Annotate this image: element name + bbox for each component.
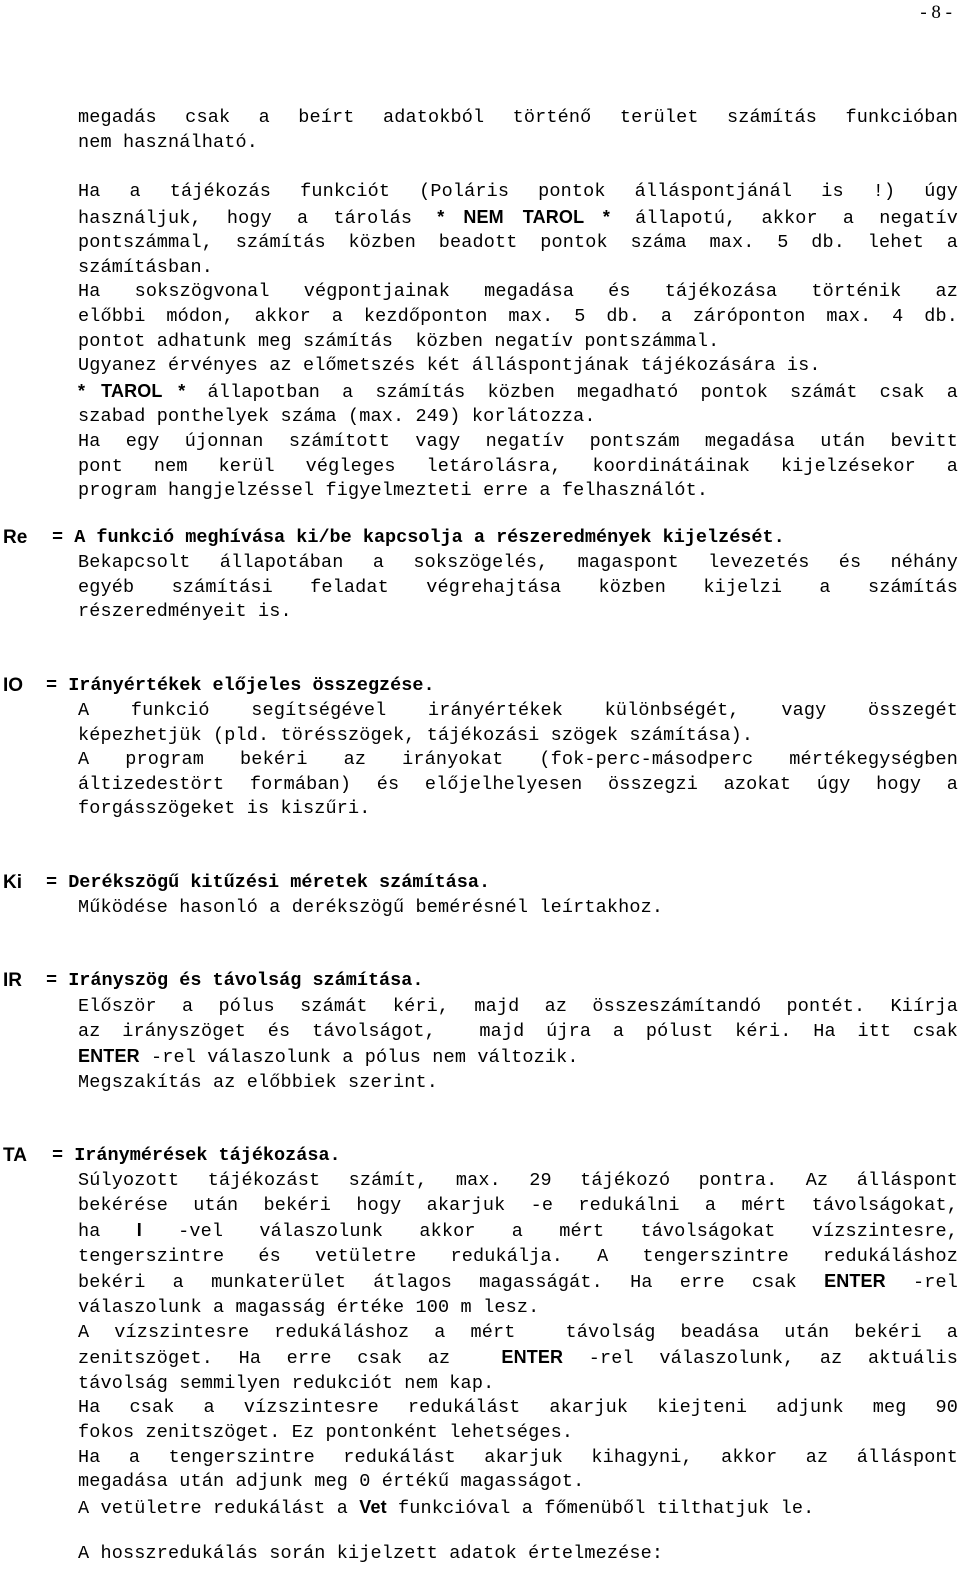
text-line: egyéb számítási feladat végrehajtása közben kijelzi a számítás [78, 576, 958, 598]
text-line: Ha csak a vízszintesre redukálást akarjuk kiejteni adjunk meg 90 [78, 1397, 958, 1419]
ta-heading: = Iránymérések tájékozása. [52, 1145, 341, 1166]
enter-keyword: ENTER [824, 1271, 886, 1292]
text-line: A vízszintesre redukáláshoz a mért távolság beadása után bekéri a [78, 1321, 958, 1343]
text-line [78, 205, 958, 232]
enter-keyword: ENTER [78, 1046, 140, 1067]
text-line: Megszakítás az előbbiek szerint. [78, 1071, 439, 1093]
text-line: Ha egy újonnan számított vagy negatív pontszám megadása után bevitt [78, 430, 958, 452]
text-line: nem használható. [78, 131, 259, 153]
io-description [78, 699, 958, 822]
text-line: képezhetjük (pld. törésszögek, tájékozási szögek számítása). [78, 724, 754, 746]
text-line [78, 379, 958, 406]
text-line: program hangjelzéssel figyelmezteti erre a felhasználót. [78, 480, 709, 502]
text-segment: funkcióval a főmenüből tilthatjuk le. [386, 1497, 815, 1519]
ki-description [78, 896, 958, 921]
re-description [78, 551, 958, 625]
io-heading: = Irányértékek előjeles összegzése. [46, 675, 435, 696]
text-line: Ha sokszögvonal végpontjainak megadása és tájékozása történik az [78, 281, 958, 303]
re-key-label: Re [3, 527, 28, 548]
text-segment: zenitszöget. Ha erre csak az [78, 1348, 502, 1370]
text-line: Ugyanez érvényes az előmetszés két álláspontjának tájékozására is. [78, 355, 821, 377]
text-segment: állapotú, akkor a negatív [610, 207, 958, 229]
text-line: forgásszögeket is kiszűri. [78, 798, 371, 820]
text-line [78, 1269, 958, 1296]
text-line: fokos zenitszöget. Ez pontonként lehetséges. [78, 1421, 574, 1443]
text-line [78, 1495, 958, 1522]
text-line: szabad ponthelyek száma (max. 249) korlátozza. [78, 406, 596, 428]
text-line: pont nem kerül végleges letárolásra, koordinátáinak kijelzésekor a [78, 455, 958, 477]
vet-keyword: Vet [359, 1496, 387, 1517]
text-segment: -rel válaszolunk, az aktuális [563, 1348, 958, 1370]
re-heading: = A funkció meghívása ki/be kapcsolja a részeredmények kijelzését. [52, 527, 785, 548]
text-line: tengerszintre és vetületre redukálja. A tengerszintre redukáláshoz [78, 1245, 958, 1267]
text-segment: ha [78, 1221, 137, 1243]
ir-key-label: IR [3, 970, 22, 991]
text-line: Bekapcsolt állapotában a sokszögelés, magaspont levezetés és néhány [78, 552, 958, 573]
text-line: előbbi módon, akkor a kezdőponton max. 5 db. a záróponton max. 4 db. [78, 305, 958, 327]
text-line: A program bekéri az irányokat (fok-perc-másodperc mértékegységben [78, 749, 958, 771]
ta-description [78, 1169, 958, 1521]
text-line: Működése hasonló a derékszögű bemérésnél leírtakhoz. [78, 897, 664, 918]
i-keyword: I [136, 1220, 142, 1241]
text-line: Ha a tájékozás funkciót (Poláris pontok álláspontjánál is !) úgy [78, 181, 958, 202]
text-line: Súlyozott tájékozást számít, max. 29 tájékozó pontra. Az álláspont [78, 1170, 958, 1191]
text-line [78, 1218, 958, 1245]
text-line: A hosszredukálás során kijelzett adatok értelmezése: [78, 1543, 664, 1564]
text-segment: állapotban a számítás közben megadható pontok számát csak a [185, 381, 959, 403]
text-line: Ha a tengerszintre redukálást akarjuk kihagyni, akkor az álláspont [78, 1446, 958, 1468]
ir-heading: = Irányszög és távolság számítása. [46, 970, 424, 991]
ir-description [78, 995, 958, 1095]
text-line: megadás csak a beírt adatokból történő terület számítás funkcióban [78, 107, 958, 128]
text-line: számításban. [78, 256, 214, 278]
text-line: részeredményeit is. [78, 601, 292, 623]
text-line: az irányszöget és távolságot, majd újra a pólust kéri. Ha itt csak [78, 1020, 958, 1042]
text-line: áltizedestört formában) és előjelhelyesen összegzi azokat úgy hogy a [78, 773, 958, 795]
text-line: megadása után adjunk meg 0 értékű magasságot. [78, 1471, 585, 1493]
text-line: válaszolunk a magasság értéke 100 m lesz. [78, 1296, 540, 1318]
ta-final-line [78, 1542, 958, 1567]
page-number: - 8 - [920, 2, 952, 23]
io-key-label: IO [3, 675, 24, 696]
enter-keyword: ENTER [501, 1347, 564, 1368]
text-line [78, 1345, 958, 1372]
tarol-keyword: * TAROL * [78, 380, 186, 401]
orientation-paragraph [78, 180, 958, 504]
text-segment: -vel válaszolunk akkor a mért távolságokat vízszintesre, [141, 1221, 958, 1243]
ki-heading: = Derékszögű kitűzési méretek számítása. [46, 872, 491, 893]
text-line: bekérése után bekéri hogy akarjuk -e redukálni a mért távolságokat, [78, 1194, 958, 1216]
text-line [78, 1044, 958, 1071]
text-segment: -rel válaszolunk a pólus nem változik. [139, 1047, 579, 1069]
text-segment: használjuk, hogy a tárolás [78, 207, 438, 229]
text-line: pontot adhatunk meg számítás közben negatív pontszámmal. [78, 330, 720, 352]
ki-key-label: Ki [3, 872, 22, 893]
text-segment: bekéri a munkaterület átlagos magasságát. Ha erre csak [78, 1272, 825, 1294]
text-line: Először a pólus számát kéri, majd az összeszámítandó pontét. Kiírja [78, 996, 958, 1017]
text-line: távolság semmilyen redukciót nem kap. [78, 1372, 495, 1394]
ta-key-label: TA [3, 1145, 27, 1166]
text-segment: A vetületre redukálást a [78, 1497, 360, 1519]
intro-paragraph [78, 106, 958, 155]
text-line: pontszámmal, számítás közben beadott pontok száma max. 5 db. lehet a [78, 232, 958, 254]
text-segment: -rel [885, 1272, 958, 1294]
text-line: A funkció segítségével irányértékek különbségét, vagy összegét [78, 700, 958, 721]
nem-tarol-keyword: * NEM TAROL * [437, 206, 611, 227]
